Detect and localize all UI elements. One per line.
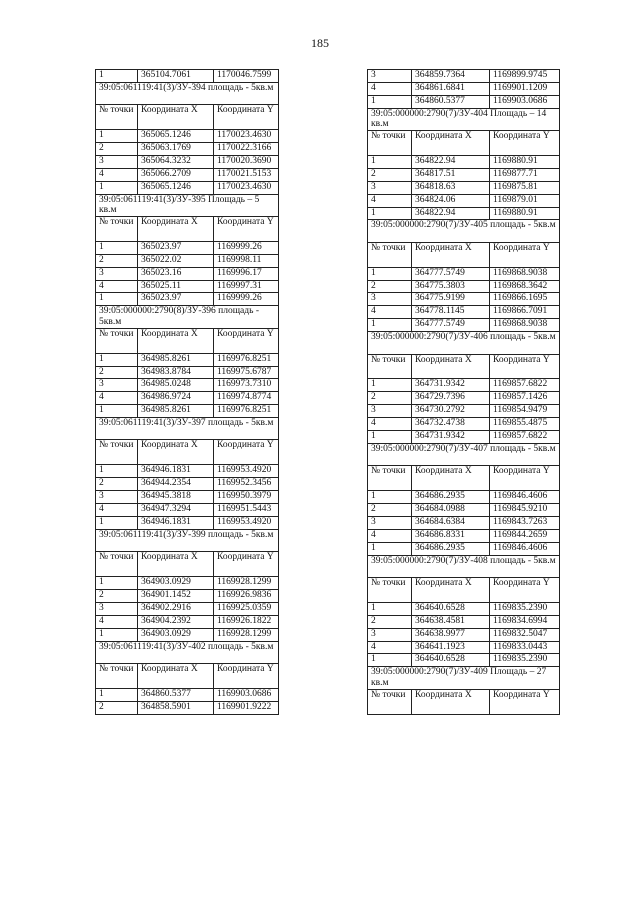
table-row [96, 590, 279, 603]
coordinate-y: 1170020.3690 [214, 155, 279, 168]
point-number: 1 [96, 405, 138, 418]
table-row [96, 70, 279, 83]
coordinate-y: 1169875.81 [490, 181, 560, 194]
header-point-number: № точки [368, 466, 412, 491]
coordinate-y: 1169880.91 [490, 155, 560, 168]
point-number: 2 [96, 366, 138, 379]
parcel-title-row [96, 529, 279, 551]
point-number: 2 [368, 504, 412, 517]
header-coordinate-y: Координата Y [214, 105, 279, 130]
point-number: 3 [96, 491, 138, 504]
point-number: 1 [368, 491, 412, 504]
coordinate-y: 1169835.2390 [490, 602, 560, 615]
coordinate-x: 364641.1923 [412, 641, 490, 654]
coordinate-y: 1169903.0686 [214, 688, 279, 701]
point-number: 1 [368, 602, 412, 615]
header-coordinate-y: Координата Y [490, 578, 560, 603]
coordinate-y: 1170022.3166 [214, 143, 279, 156]
table-row [96, 241, 279, 254]
table-header-row [96, 328, 279, 353]
coordinate-x: 364729.7396 [412, 392, 490, 405]
parcel-title-row [96, 306, 279, 328]
coordinate-y: 1169925.0359 [214, 602, 279, 615]
point-number: 2 [96, 590, 138, 603]
coordinate-y: 1169901.1209 [490, 82, 560, 95]
table-row [368, 267, 560, 280]
point-number: 1 [368, 155, 412, 168]
point-number: 1 [368, 95, 412, 108]
coordinate-y: 1169952.3456 [214, 478, 279, 491]
coordinate-y: 1170046.7599 [214, 70, 279, 83]
point-number: 4 [96, 615, 138, 628]
table-header-row [368, 242, 560, 267]
coordinate-x: 364777.5749 [412, 267, 490, 280]
coordinate-y: 1169953.4920 [214, 465, 279, 478]
coordinate-x: 364775.3803 [412, 280, 490, 293]
header-coordinate-x: Координата X [412, 689, 490, 714]
point-number: 1 [368, 207, 412, 220]
coordinate-y: 1169928.1299 [214, 628, 279, 641]
header-coordinate-y: Координата Y [490, 354, 560, 379]
point-number: 3 [96, 155, 138, 168]
coordinate-y: 1169998.11 [214, 254, 279, 267]
point-number: 3 [368, 181, 412, 194]
header-point-number: № точки [368, 242, 412, 267]
point-number: 3 [368, 516, 412, 529]
table-row [368, 542, 560, 555]
coordinate-x: 365025.11 [138, 280, 214, 293]
parcel-title: 39:05:061119:41(3)/ЗУ-402 площадь - 5кв.м [96, 641, 279, 663]
coordinate-x: 364904.2392 [138, 615, 214, 628]
point-number: 1 [368, 430, 412, 443]
header-coordinate-y: Координата Y [490, 466, 560, 491]
header-coordinate-y: Координата Y [214, 663, 279, 688]
header-coordinate-x: Координата X [412, 578, 490, 603]
point-number: 4 [96, 280, 138, 293]
coordinate-y: 1169857.6822 [490, 430, 560, 443]
coordinate-x: 365104.7061 [138, 70, 214, 83]
header-coordinate-y: Координата Y [214, 552, 279, 577]
point-number: 2 [368, 280, 412, 293]
coordinate-x: 364860.5377 [138, 688, 214, 701]
table-row [96, 267, 279, 280]
coordinate-y: 1169975.6787 [214, 366, 279, 379]
header-coordinate-x: Координата X [138, 217, 214, 242]
header-point-number: № точки [96, 105, 138, 130]
table-row [96, 254, 279, 267]
table-row [368, 405, 560, 418]
point-number: 1 [96, 353, 138, 366]
point-number: 1 [368, 542, 412, 555]
coordinate-x: 364858.5901 [138, 701, 214, 714]
coordinate-x: 364640.6528 [412, 654, 490, 667]
point-number: 4 [368, 418, 412, 431]
table-row [368, 491, 560, 504]
coordinate-y: 1170023.4630 [214, 130, 279, 143]
table-row [368, 418, 560, 431]
table-row [96, 602, 279, 615]
coordinate-x: 364638.9977 [412, 628, 490, 641]
point-number: 1 [96, 628, 138, 641]
coordinate-y: 1169832.5047 [490, 628, 560, 641]
coordinate-x: 365023.97 [138, 293, 214, 306]
point-number: 1 [96, 465, 138, 478]
coordinate-y: 1169854.9479 [490, 405, 560, 418]
table-row [96, 577, 279, 590]
table-row [368, 70, 560, 83]
coordinate-y: 1169926.9836 [214, 590, 279, 603]
coordinate-x: 364778.1145 [412, 306, 490, 319]
header-point-number: № точки [96, 328, 138, 353]
coordinate-y: 1169846.4606 [490, 491, 560, 504]
table-row [96, 688, 279, 701]
point-number: 1 [96, 516, 138, 529]
table-row [368, 430, 560, 443]
coordinate-x: 364640.6528 [412, 602, 490, 615]
coordinate-y: 1169843.7263 [490, 516, 560, 529]
table-row [368, 181, 560, 194]
coordinate-y: 1169879.01 [490, 194, 560, 207]
table-header-row [96, 105, 279, 130]
point-number: 1 [96, 130, 138, 143]
coordinate-y: 1170023.4630 [214, 181, 279, 194]
coordinate-y: 1169999.26 [214, 241, 279, 254]
table-row [368, 95, 560, 108]
table-row [96, 465, 279, 478]
point-number: 3 [368, 628, 412, 641]
coordinate-x: 364985.8261 [138, 353, 214, 366]
table-header-row [96, 217, 279, 242]
header-point-number: № точки [96, 440, 138, 465]
coordinate-x: 364903.0929 [138, 577, 214, 590]
table-header-row [368, 578, 560, 603]
point-number: 1 [96, 688, 138, 701]
header-coordinate-x: Координата X [138, 663, 214, 688]
coordinate-y: 1169846.4606 [490, 542, 560, 555]
coordinate-y: 1169974.8774 [214, 392, 279, 405]
coordinate-x: 364777.5749 [412, 319, 490, 332]
point-number: 4 [368, 306, 412, 319]
point-number: 2 [368, 168, 412, 181]
header-point-number: № точки [96, 552, 138, 577]
coordinate-y: 1169868.9038 [490, 267, 560, 280]
parcel-title: 39:05:000000:2790(7)/ЗУ-405 площадь - 5кв.м [368, 220, 560, 242]
table-row [368, 155, 560, 168]
coordinate-x: 365023.97 [138, 241, 214, 254]
coordinate-x: 364903.0929 [138, 628, 214, 641]
table-row [96, 130, 279, 143]
point-number: 1 [368, 379, 412, 392]
coordinate-x: 364731.9342 [412, 379, 490, 392]
parcel-title-row [368, 555, 560, 577]
header-coordinate-x: Координата X [138, 440, 214, 465]
header-coordinate-x: Координата X [138, 328, 214, 353]
coordinate-x: 364947.3294 [138, 504, 214, 517]
coordinate-x: 364686.2935 [412, 491, 490, 504]
coordinate-x: 364822.94 [412, 207, 490, 220]
table-row [96, 155, 279, 168]
table-row [368, 306, 560, 319]
coordinate-x: 364861.6841 [412, 82, 490, 95]
coordinate-y: 1169999.26 [214, 293, 279, 306]
coordinate-x: 364902.2916 [138, 602, 214, 615]
point-number: 3 [96, 267, 138, 280]
table-row [96, 491, 279, 504]
coordinate-x: 364985.8261 [138, 405, 214, 418]
header-coordinate-x: Координата X [412, 354, 490, 379]
header-coordinate-y: Координата Y [490, 131, 560, 156]
table-row [368, 379, 560, 392]
table-row [368, 207, 560, 220]
table-row [96, 405, 279, 418]
parcel-title: 39:05:061119:41(3)/ЗУ-394 площадь - 5кв.м [96, 82, 279, 104]
coordinate-x: 364986.9724 [138, 392, 214, 405]
parcel-title-row [368, 108, 560, 130]
parcel-title: 39:05:000000:2790(7)/ЗУ-408 площадь - 5кв.м [368, 555, 560, 577]
coordinate-y: 1169899.9745 [490, 70, 560, 83]
point-number: 2 [96, 701, 138, 714]
table-row [96, 280, 279, 293]
coordinate-x: 364684.6384 [412, 516, 490, 529]
point-number: 4 [368, 194, 412, 207]
table-row [96, 504, 279, 517]
coordinate-x: 365066.2709 [138, 168, 214, 181]
point-number: 4 [368, 82, 412, 95]
coordinate-x: 364686.2935 [412, 542, 490, 555]
coordinate-y: 1169928.1299 [214, 577, 279, 590]
parcel-title-row [96, 82, 279, 104]
coordinate-x: 364822.94 [412, 155, 490, 168]
coordinate-y: 1169834.6994 [490, 615, 560, 628]
header-point-number: № точки [368, 578, 412, 603]
point-number: 2 [96, 478, 138, 491]
header-point-number: № точки [368, 354, 412, 379]
coordinate-x: 364730.2792 [412, 405, 490, 418]
parcel-title: 39:05:000000:2790(8)/ЗУ-396 площадь - 5кв.м [96, 306, 279, 328]
coordinate-y: 1170021.5153 [214, 168, 279, 181]
header-coordinate-x: Координата X [138, 552, 214, 577]
coordinate-x: 364983.8784 [138, 366, 214, 379]
point-number: 1 [96, 70, 138, 83]
table-header-row [96, 440, 279, 465]
table-header-row [96, 663, 279, 688]
parcel-title: 39:05:061119:41(3)/ЗУ-395 Площадь – 5 кв.м [96, 194, 279, 216]
table-row [96, 293, 279, 306]
page-number: 185 [311, 36, 329, 50]
coordinate-y: 1169901.9222 [214, 701, 279, 714]
table-header-row [368, 354, 560, 379]
table-header-row [96, 552, 279, 577]
coordinate-y: 1169835.2390 [490, 654, 560, 667]
table-row [96, 168, 279, 181]
table-row [96, 478, 279, 491]
coordinate-y: 1169866.7091 [490, 306, 560, 319]
table-row [96, 701, 279, 714]
coordinate-x: 364732.4738 [412, 418, 490, 431]
coordinate-y: 1169844.2659 [490, 529, 560, 542]
coordinate-x: 364824.06 [412, 194, 490, 207]
parcel-title-row [368, 332, 560, 354]
coordinate-y: 1169926.1822 [214, 615, 279, 628]
header-coordinate-x: Координата X [412, 242, 490, 267]
coordinate-y: 1169951.5443 [214, 504, 279, 517]
point-number: 3 [368, 70, 412, 83]
point-number: 1 [96, 181, 138, 194]
coordinate-y: 1169857.1426 [490, 392, 560, 405]
coordinate-x: 364860.5377 [412, 95, 490, 108]
header-point-number: № точки [96, 217, 138, 242]
coordinate-y: 1169903.0686 [490, 95, 560, 108]
point-number: 1 [368, 267, 412, 280]
parcel-title-row [368, 443, 560, 465]
coordinate-x: 364686.8331 [412, 529, 490, 542]
coordinate-y: 1169953.4920 [214, 516, 279, 529]
point-number: 4 [368, 641, 412, 654]
header-coordinate-x: Координата X [412, 466, 490, 491]
header-coordinate-y: Координата Y [490, 689, 560, 714]
point-number: 2 [96, 143, 138, 156]
coordinate-x: 364901.1452 [138, 590, 214, 603]
table-row [368, 529, 560, 542]
coordinate-x: 365023.16 [138, 267, 214, 280]
point-number: 1 [96, 577, 138, 590]
parcel-title: 39:05:061119:41(3)/ЗУ-399 площадь - 5кв.м [96, 529, 279, 551]
coordinate-x: 364945.3818 [138, 491, 214, 504]
coordinate-x: 365022.02 [138, 254, 214, 267]
point-number: 3 [368, 405, 412, 418]
parcel-title: 39:05:000000:2790(7)/ЗУ-407 площадь - 5кв.м [368, 443, 560, 465]
coordinate-y: 1169997.31 [214, 280, 279, 293]
table-row [96, 181, 279, 194]
table-row [96, 628, 279, 641]
coordinates-table-right [367, 69, 560, 715]
coordinate-y: 1169868.9038 [490, 319, 560, 332]
table-header-row [368, 466, 560, 491]
parcel-title-row [96, 194, 279, 216]
coordinate-x: 364684.0988 [412, 504, 490, 517]
header-coordinate-x: Координата X [412, 131, 490, 156]
point-number: 3 [96, 379, 138, 392]
coordinate-x: 365065.1246 [138, 130, 214, 143]
parcel-title: 39:05:000000:2790(7)/ЗУ-404 Площадь – 14 кв.м [368, 108, 560, 130]
table-header-row [368, 131, 560, 156]
header-coordinate-x: Координата X [138, 105, 214, 130]
header-coordinate-y: Координата Y [214, 328, 279, 353]
table-row [368, 194, 560, 207]
point-number: 1 [96, 293, 138, 306]
table-row [368, 615, 560, 628]
point-number: 4 [368, 529, 412, 542]
coordinate-x: 365063.1769 [138, 143, 214, 156]
table-row [368, 82, 560, 95]
point-number: 4 [96, 392, 138, 405]
coordinates-table-left [95, 69, 279, 715]
coordinate-y: 1169866.1695 [490, 293, 560, 306]
table-row [368, 628, 560, 641]
header-point-number: № точки [96, 663, 138, 688]
table-row [96, 143, 279, 156]
header-coordinate-y: Координата Y [490, 242, 560, 267]
table-row [96, 353, 279, 366]
coordinate-x: 364944.2354 [138, 478, 214, 491]
point-number: 2 [368, 615, 412, 628]
point-number: 1 [368, 654, 412, 667]
coordinate-x: 364859.7364 [412, 70, 490, 83]
table-row [368, 641, 560, 654]
point-number: 3 [368, 293, 412, 306]
coordinate-x: 364818.63 [412, 181, 490, 194]
coordinate-x: 365064.3232 [138, 155, 214, 168]
point-number: 4 [96, 168, 138, 181]
table-row [96, 516, 279, 529]
coordinate-y: 1169973.7310 [214, 379, 279, 392]
coordinate-y: 1169976.8251 [214, 353, 279, 366]
table-row [368, 319, 560, 332]
table-row [368, 168, 560, 181]
point-number: 1 [368, 319, 412, 332]
header-coordinate-y: Координата Y [214, 440, 279, 465]
coordinate-y: 1169976.8251 [214, 405, 279, 418]
table-row [368, 654, 560, 667]
header-point-number: № точки [368, 689, 412, 714]
coordinate-y: 1169855.4875 [490, 418, 560, 431]
table-row [96, 615, 279, 628]
header-point-number: № точки [368, 131, 412, 156]
point-number: 4 [96, 504, 138, 517]
coordinate-y: 1169950.3979 [214, 491, 279, 504]
coordinate-y: 1169845.9210 [490, 504, 560, 517]
table-row [368, 516, 560, 529]
parcel-title-row [96, 418, 279, 440]
point-number: 2 [96, 254, 138, 267]
coordinate-x: 364817.51 [412, 168, 490, 181]
table-row [368, 293, 560, 306]
coordinate-x: 364731.9342 [412, 430, 490, 443]
point-number: 3 [96, 602, 138, 615]
header-coordinate-y: Координата Y [214, 217, 279, 242]
table-header-row [368, 689, 560, 714]
coordinate-x: 364946.1831 [138, 516, 214, 529]
coordinate-x: 364775.9199 [412, 293, 490, 306]
point-number: 2 [368, 392, 412, 405]
parcel-title: 39:05:000000:2790(7)/ЗУ-409 Площадь – 27 кв.м [368, 667, 560, 689]
table-row [368, 602, 560, 615]
table-row [96, 366, 279, 379]
coordinate-x: 364946.1831 [138, 465, 214, 478]
coordinate-y: 1169877.71 [490, 168, 560, 181]
coordinate-y: 1169833.0443 [490, 641, 560, 654]
parcel-title-row [368, 220, 560, 242]
table-row [368, 504, 560, 517]
coordinate-x: 364638.4581 [412, 615, 490, 628]
coordinate-x: 364985.0248 [138, 379, 214, 392]
parcel-title: 39:05:061119:41(3)/ЗУ-397 площадь - 5кв.м [96, 418, 279, 440]
coordinate-y: 1169868.3642 [490, 280, 560, 293]
coordinate-y: 1169996.17 [214, 267, 279, 280]
parcel-title-row [96, 641, 279, 663]
table-row [96, 392, 279, 405]
coordinate-y: 1169857.6822 [490, 379, 560, 392]
table-row [368, 280, 560, 293]
parcel-title: 39:05:000000:2790(7)/ЗУ-406 площадь - 5кв.м [368, 332, 560, 354]
table-row [96, 379, 279, 392]
coordinate-x: 365065.1246 [138, 181, 214, 194]
parcel-title-row [368, 667, 560, 689]
coordinate-y: 1169880.91 [490, 207, 560, 220]
point-number: 1 [96, 241, 138, 254]
table-row [368, 392, 560, 405]
